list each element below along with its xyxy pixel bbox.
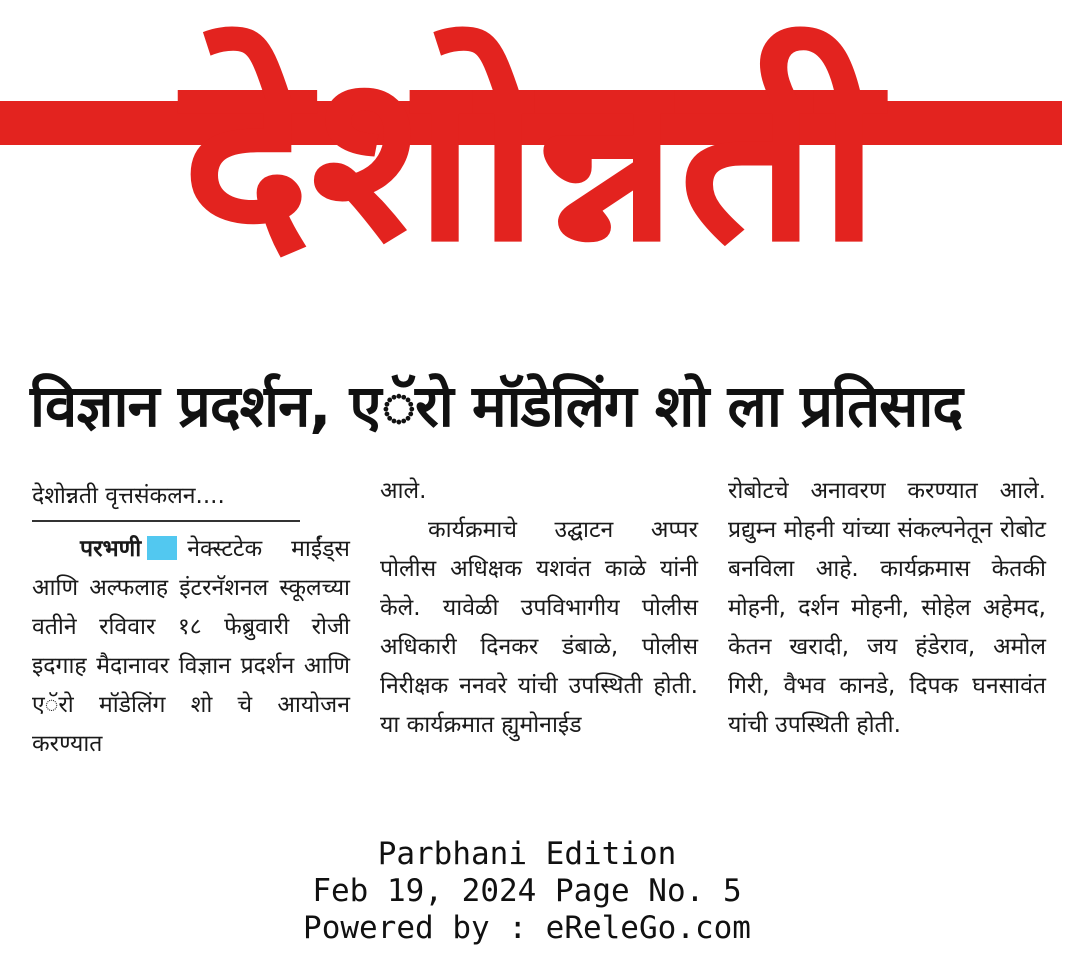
paragraph-1-continuation: आले. (380, 478, 427, 504)
article-headline: विज्ञान प्रदर्शन, एॅरो मॉडेलिंग शो ला प्रतिसाद (30, 372, 963, 440)
article-paragraph-3: रोबोटचे अनावरण करण्यात आले. प्रद्युम्न मोहनी यांच्या संकल्पनेतून रोबोट बनविला आहे. कार्यक्रमास केतकी मोहनी, दर्शन मोहनी, सोहेल अहेमद, केतन खरादी, जय हंडेराव, अमोल गिरी, वैभव कानडे, दिपक घनसावंत यांची उपस्थिती होती. (728, 478, 1046, 738)
article-paragraph-1 (32, 530, 350, 764)
article-paragraph-2: कार्यक्रमाचे उद्घाटन अप्पर पोलीस अधिक्षक यशवंत काळे यांनी केले. यावेळी उपविभागीय पोलीस अधिकारी दिनकर डंबाळे, पोलीस निरीक्षक ननवरे यांची उपस्थिती होती. या कार्यक्रमात ह्युमोनाईड (380, 517, 698, 738)
article-column-1 (32, 472, 350, 764)
edition-name: Parbhani Edition (377, 836, 677, 872)
masthead-title: देशोन्नती (181, 23, 881, 293)
dateline-place: परभणी (80, 536, 142, 562)
edition-date-page: Feb 19, 2024 Page No. 5 (312, 873, 742, 909)
article-column-2 (380, 472, 698, 745)
paragraph-1-text: नेक्स्टटेक माईंड्स आणि अल्फलाह इंटरनॅशनल स्कूलच्या वतीने रविवार १८ फेब्रुवारी रोजी इदगाह मैदानावर विज्ञान प्रदर्शन आणि एॅरो मॉडेलिंग शो चे आयोजन करण्यात (32, 536, 350, 757)
edition-footer (0, 836, 1054, 947)
article-column-3 (728, 472, 1046, 745)
masthead-logo (0, 0, 1080, 330)
powered-by: Powered by : eReleGo.com (303, 910, 751, 946)
dateline-marker (147, 536, 177, 560)
article-byline: देशोन्नती वृत्तसंकलन.... (32, 472, 300, 522)
